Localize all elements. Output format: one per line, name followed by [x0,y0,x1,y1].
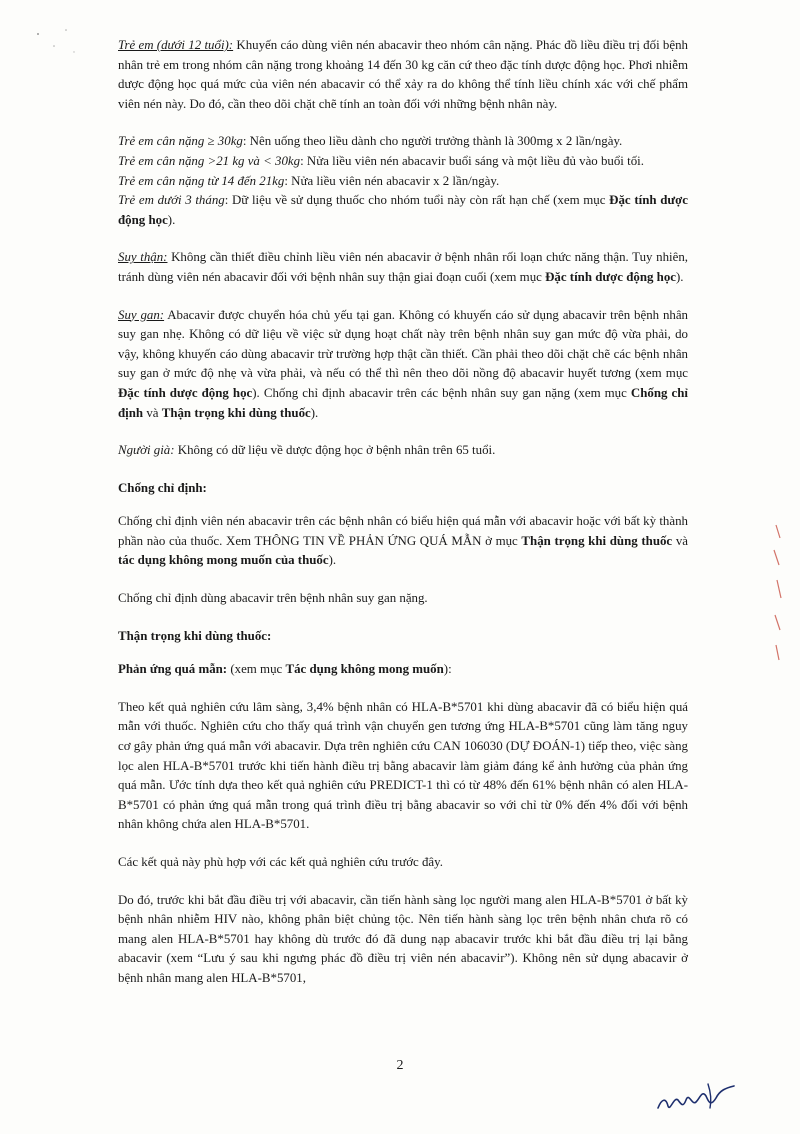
paragraph-than-trong-3: Do đó, trước khi bắt đầu điều trị với abacavir, cần tiến hành sàng lọc người mang alen HLA-B*5701 ở bất kỳ bệnh nhân nhiễm HIV nào, không phân biệt chủng tộc. Nên tiến hành sàng lọc trên bệnh nhân chưa rõ có mang alen HLA-B*5701 hay không dù trước đó đã dung nạp abacavir trước khi bắt đầu điều trị lại bằng abacavir (xem “Lưu ý sau khi ngưng phác đồ điều trị viên nén abacavir”). Không nên sử dụng abacavir ở bệnh nhân mang alen HLA-B*5701, [118,892,688,985]
paragraph-nguoi-gia: Người già: Không có dữ liệu về dược động học ở bệnh nhân trên 65 tuổi. [118,443,496,458]
paragraph-chong-chi-dinh-1: Chống chỉ định viên nén abacavir trên các bệnh nhân có biểu hiện quá mẫn với abacavir hoặc với bất kỳ thành phần nào của thuốc. Xem THÔNG TIN VỀ PHẢN ỨNG QUÁ MẪN ở mục Thận trọng khi dùng thuốc và tác dụng không mong muốn của thuốc). [118,514,688,568]
heading-than-trong: Thận trọng khi dùng thuốc: [118,628,272,643]
paragraph-suy-than: Suy thận: Không cần thiết điều chỉnh liều viên nén abacavir ở bệnh nhân rối loạn chức năng thận. Tuy nhiên, tránh dùng viên nén abacavir đối với bệnh nhân suy thận giai đoạn cuối (xem mục Đặc tính dược động học). [118,250,688,284]
handwritten-signature [650,1078,740,1118]
paragraph-tre-em-duoi-12: Trẻ em (dưới 12 tuổi): Khuyến cáo dùng viên nén abacavir theo nhóm cân nặng. Phác đồ liều điều trị đối bệnh nhân trẻ em trong nhóm cân nặng trong khoảng 14 đến 30 kg căn cứ theo đặc tính dược động học. Phơi nhiễm dược động học quá mức của viên nén abacavir có thể xảy ra do không thể tính liều chính xác với chế phẩm viên nén này. Do đó, cần theo dõi chặt chẽ tính an toàn đối với những bệnh nhân này. [118,38,688,111]
scan-speck-marks [18,20,78,60]
paragraph-tre-em-21-30kg: Trẻ em cân nặng >21 kg và < 30kg: Nửa liều viên nén abacavir buổi sáng và một liều đủ vào buổi tối. [118,153,644,168]
label-tre-em-duoi-12: Trẻ em (dưới 12 tuổi): [118,38,234,52]
paragraph-suy-gan: Suy gan: Abacavir được chuyển hóa chủ yếu tại gan. Không có khuyến cáo sử dụng abacavir trên bệnh nhân suy gan nhẹ. Không có dữ liệu về việc sử dụng hoạt chất này trên bệnh nhân suy gan mức độ vừa phải, do vậy, không khuyến cáo dùng abacavir trừ trường hợp thật cần thiết. Cần phải theo dõi chặt chẽ các bệnh nhân suy gan ở mức độ nhẹ và vừa phải, và nếu có thể thì nên theo dõi nồng độ abacavir huyết tương (xem mục Đặc tính dược động học). Chống chỉ định abacavir trên các bệnh nhân suy gan nặng (xem mục Chống chỉ định và Thận trọng khi dùng thuốc). [118,307,689,420]
paragraph-phan-ung-qua-man-heading: Phản ứng quá mẫn: (xem mục Tác dụng không mong muốn): [118,662,452,677]
paragraph-tre-em-duoi-3-thang: Trẻ em dưới 3 tháng: Dữ liệu về sử dụng thuốc cho nhóm tuổi này còn rất hạn chế (xem mục Đặc tính dược động học). [118,193,688,227]
heading-chong-chi-dinh: Chống chỉ định: [118,480,207,495]
document-page [118,36,688,1007]
paragraph-tre-em-30kg: Trẻ em cân nặng ≥ 30kg: Nên uống theo liều dành cho người trưởng thành là 300mg x 2 lần/ngày. [118,134,623,149]
paragraph-tre-em-14-21kg: Trẻ em cân nặng từ 14 đến 21kg: Nửa liều viên nén abacavir x 2 lần/ngày. [118,173,500,188]
paragraph-than-trong-2: Các kết quả này phù hợp với các kết quả nghiên cứu trước đây. [118,855,443,869]
page-number: 2 [396,1058,404,1073]
paragraph-than-trong-1: Theo kết quả nghiên cứu lâm sàng, 3,4% bệnh nhân có HLA-B*5701 khi dùng abacavir đã có biểu hiện quá mẫn với thuốc. Nghiên cứu cho thấy quá trình vận chuyển gen tương ứng HLA-B*5701 cũng làm tăng nguy cơ gây phản ứng quá mẫn với abacavir. Dựa trên nghiên cứu CAN 106030 (DỰ ĐOÁN-1) tiếp theo, việc sàng lọc alen HLA-B*5701 trước khi tiến hành điều trị bằng abacavir làm giảm đáng kể ảnh hưởng của phản ứng quá mẫn. Ước tính dựa theo kết quả nghiên cứu PREDICT-1 thì có từ 48% đến 61% bệnh nhân có alen HLA-B*5701 có phản ứng quá mẫn trong quá trình điều trị bằng abacavir so với chỉ từ 0% đến 4% đối với bệnh nhân không chứa alen HLA-B*5701. [118,699,688,832]
margin-pen-mark [770,520,790,670]
paragraph-chong-chi-dinh-2: Chống chỉ định dùng abacavir trên bệnh nhân suy gan nặng. [118,591,428,606]
